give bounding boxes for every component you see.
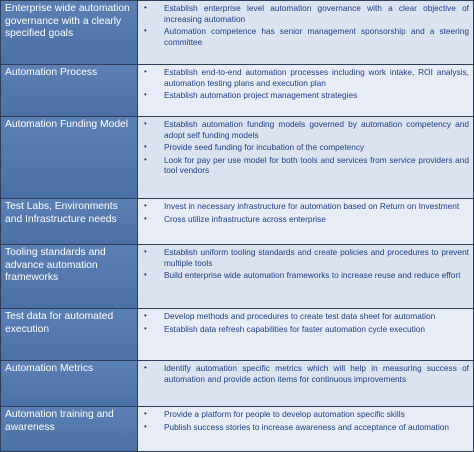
bullet-icon: • [144,90,147,100]
category-test-labs: Test Labs, Environments and Infrastructure needs [1,199,138,245]
description-process [138,65,473,117]
bullet-icon: • [144,421,147,431]
bullet-icon: • [144,26,147,36]
bullet-icon: • [144,213,147,223]
list-item: • Establish end-to-end automation processes including work intake, ROI analysis, automation testing plans and execution plan [144,67,469,88]
list-item: • Establish automation funding models governed by automation competency and adopt self funding models [144,119,469,140]
bullet-icon: • [144,409,147,418]
list-item: • Publish success stories to increase awareness and acceptance of automation [144,421,450,432]
bullet-icon: • [144,67,147,76]
category-metrics: Automation Metrics [1,361,138,407]
category-test-data: Test data for automated execution [1,309,138,361]
bullet-icon: • [144,323,147,333]
list-item: • Identify automation specific metrics which will help in measuring success of automation and provide action items for continuous improvements [144,363,469,384]
list-item: • Invest in necessary infrastructure for automation based on Return on Investment [144,201,460,211]
bullet-icon: • [144,119,147,128]
list-item: • Establish enterprise level automation governance with a clear objective of increasing automation [144,3,469,24]
category-funding-model: Automation Funding Model [1,117,138,199]
list-item: • Establish automation project management strategies [144,90,358,101]
bullet-icon: • [144,270,147,280]
bullet-icon: • [144,247,147,256]
description-governance [138,1,473,65]
description-funding-model [138,117,473,199]
list-item: • Provide seed funding for incubation of the competency [144,142,365,153]
bullet-icon: • [144,154,147,164]
list-item: • Build enterprise wide automation frameworks to increase reuse and reduce effort [144,270,461,281]
list-item: • Automation competence has senior management sponsorship and a steering committee [144,26,469,47]
description-metrics [138,361,473,407]
list-item: • Look for pay per use model for both tools and services from service providers and tool vendors [144,154,469,176]
description-training [138,407,473,451]
description-tooling-standards [138,245,473,309]
list-item: • Establish data refresh capabilities for faster automation cycle execution [144,323,426,334]
list-item: • Establish uniform tooling standards and create policies and procedures to prevent multiple tools [144,247,469,268]
bullet-icon: • [144,201,147,210]
category-training: Automation training and awareness [1,407,138,451]
list-item: • Develop methods and procedures to create test data sheet for automation [144,311,436,321]
description-test-labs [138,199,473,245]
category-governance: Enterprise wide automation governance with a clearly specified goals [1,1,138,65]
description-test-data [138,309,473,361]
category-process: Automation Process [1,65,138,117]
list-item: • Provide a platform for people to develop automation specific skills [144,409,405,419]
bullet-icon: • [144,142,147,152]
list-item: • Cross utilize infrastructure across enterprise [144,213,326,224]
bullet-icon: • [144,363,147,372]
category-tooling-standards: Tooling standards and advance automation frameworks [1,245,138,309]
bullet-icon: • [144,3,147,12]
bullet-icon: • [144,311,147,320]
